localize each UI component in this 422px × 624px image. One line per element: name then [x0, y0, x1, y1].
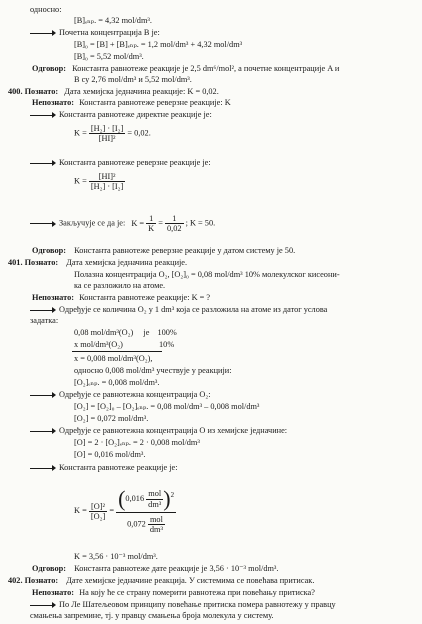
text-line: односно 0,008 mol/dm³ учествује у реакцији:: [74, 366, 232, 375]
equation-line: [O] = 0,016 mol/dm³.: [74, 450, 146, 459]
text-line: Одређује се равнотежна концентрација O₂:: [30, 390, 211, 399]
problem-400-given: 400. Познато: Дата хемијска једначина реакције: K = 0,02.: [8, 87, 219, 96]
text-line: По Ле Шатељеовом принципу повећање притиска помера равнотежу у правцу: [30, 600, 336, 609]
arrow-icon: [30, 111, 56, 119]
text-line: задатка:: [30, 316, 59, 325]
proportion-line: 0,08 mol/dm³(O₂) је 100%: [74, 328, 177, 337]
equation-line: [O₂]ₑₙₚ. = 0,008 mol/dm³.: [74, 378, 160, 387]
problem-401-given: 401. Познато: Дата хемијска једначина реакције.: [8, 258, 188, 267]
text-line: ка се разложило на атоме.: [74, 281, 166, 290]
equation-line: [O₂] = 0,072 mol/dm³.: [74, 414, 149, 423]
problem-402-given: 402. Познато: Дате хемијске једначине реакција. У системима се повећава притисак.: [8, 576, 315, 585]
proportion-line: x mol/dm³(O₂) 10%: [74, 340, 175, 349]
arrow-icon: [30, 427, 56, 435]
divider: [72, 351, 162, 352]
text-line: Закључује се да је: K = $\frac{1}{K}$ = $\frac{1}{0,02}$ ; K = 50.: [30, 214, 215, 234]
text-line: Константа равнотеже реверзне реакције је:: [30, 158, 211, 167]
equation-line: x = 0,008 mol/dm³(O₂),: [74, 354, 153, 363]
arrow-icon: [30, 464, 56, 472]
arrow-icon: [30, 220, 56, 228]
text-line: Константа равнотеже реакције је:: [30, 463, 178, 472]
text-line: B су 2,76 mol/dm³ и 5,52 mol/dm³.: [74, 75, 192, 84]
equation-line: [B]₀ = [B] + [B]ₑₙₚ. = 1,2 mol/dm³ + 4,32 mol/dm³: [74, 40, 243, 49]
arrow-icon: [30, 159, 56, 167]
equation-line: [B]₀ = 5,52 mol/dm³.: [74, 52, 144, 61]
text-line: Одређује се количина O₂ у 1 dm³ која се разложила на атоме из датог услова: [30, 305, 327, 314]
text-line: Полазна концентрација O₂, [O₂]₀ = 0,08 mol/dm³ 10% молекулског кисеони-: [74, 270, 340, 279]
equation-line: K = 3,56 · 10⁻³ mol/dm³.: [74, 552, 158, 561]
answer-line: Одговор: Константа равнотеже реверзне реакције у датом систему је 50.: [32, 246, 296, 255]
arrow-icon: [30, 601, 56, 609]
unknown-line: Непознато: На коју ће се страну померити равнотежа при повећању притиска?: [32, 588, 315, 597]
arrow-icon: [30, 306, 56, 314]
arrow-icon: [30, 391, 56, 399]
formula-k-final: K = $\frac{\text{[O]²}}{\text{[O₂]}}$ = (0,016 $\frac{\text{mol}}{\text{dm³}}$ )$^2$ 0,072 $\frac{\text{mol}}{\text{dm³}}$: [74, 486, 175, 535]
equation-line: [O] = 2 · [O₂]ₑₙₚ. = 2 · 0,008 mol/dm³: [74, 438, 200, 447]
text-line: Константа равнотеже директне реакције је:: [30, 110, 212, 119]
equation-line: [B]ₑₙₚ. = 4,32 mol/dm³.: [74, 16, 152, 25]
equation-line: [O₂] = [O₂]₀ – [O₂]ₑₙₚ. = 0,08 mol/dm³ – 0,008 mol/dm³: [74, 402, 260, 411]
formula-kc-reverse: K = $\frac{\text{[HI]²}}{\text{[H₂] · [I₂]}}$: [74, 172, 124, 192]
text-line: односно:: [30, 5, 62, 14]
text-line: смањења запремине, тј. у правцу смањења броја молекула у систему.: [30, 611, 274, 620]
text-line: Одређује се равнотежна концентрација O из хемијске једначине:: [30, 426, 287, 435]
answer-line: Одговор: Константа равнотеже дате реакције је 3,56 · 10⁻³ mol/dm³.: [32, 564, 279, 573]
arrow-icon: [30, 29, 56, 37]
unknown-line: Непознато: Константа равнотеже реверзне реакције: K: [32, 98, 231, 107]
unknown-line: Непознато: Константа равнотеже реакције: K = ?: [32, 293, 211, 302]
formula-kc: K = $\frac{\text{[H₂] · [I₂]}}{\text{[HI]²}}$ = 0,02.: [74, 124, 151, 144]
answer-line: Одговор: Константа равнотеже реакције је 2,5 dm⁶/mol², а почетне концентрације A и: [32, 64, 340, 73]
text-line: Почетна концентрација B је:: [30, 28, 160, 37]
